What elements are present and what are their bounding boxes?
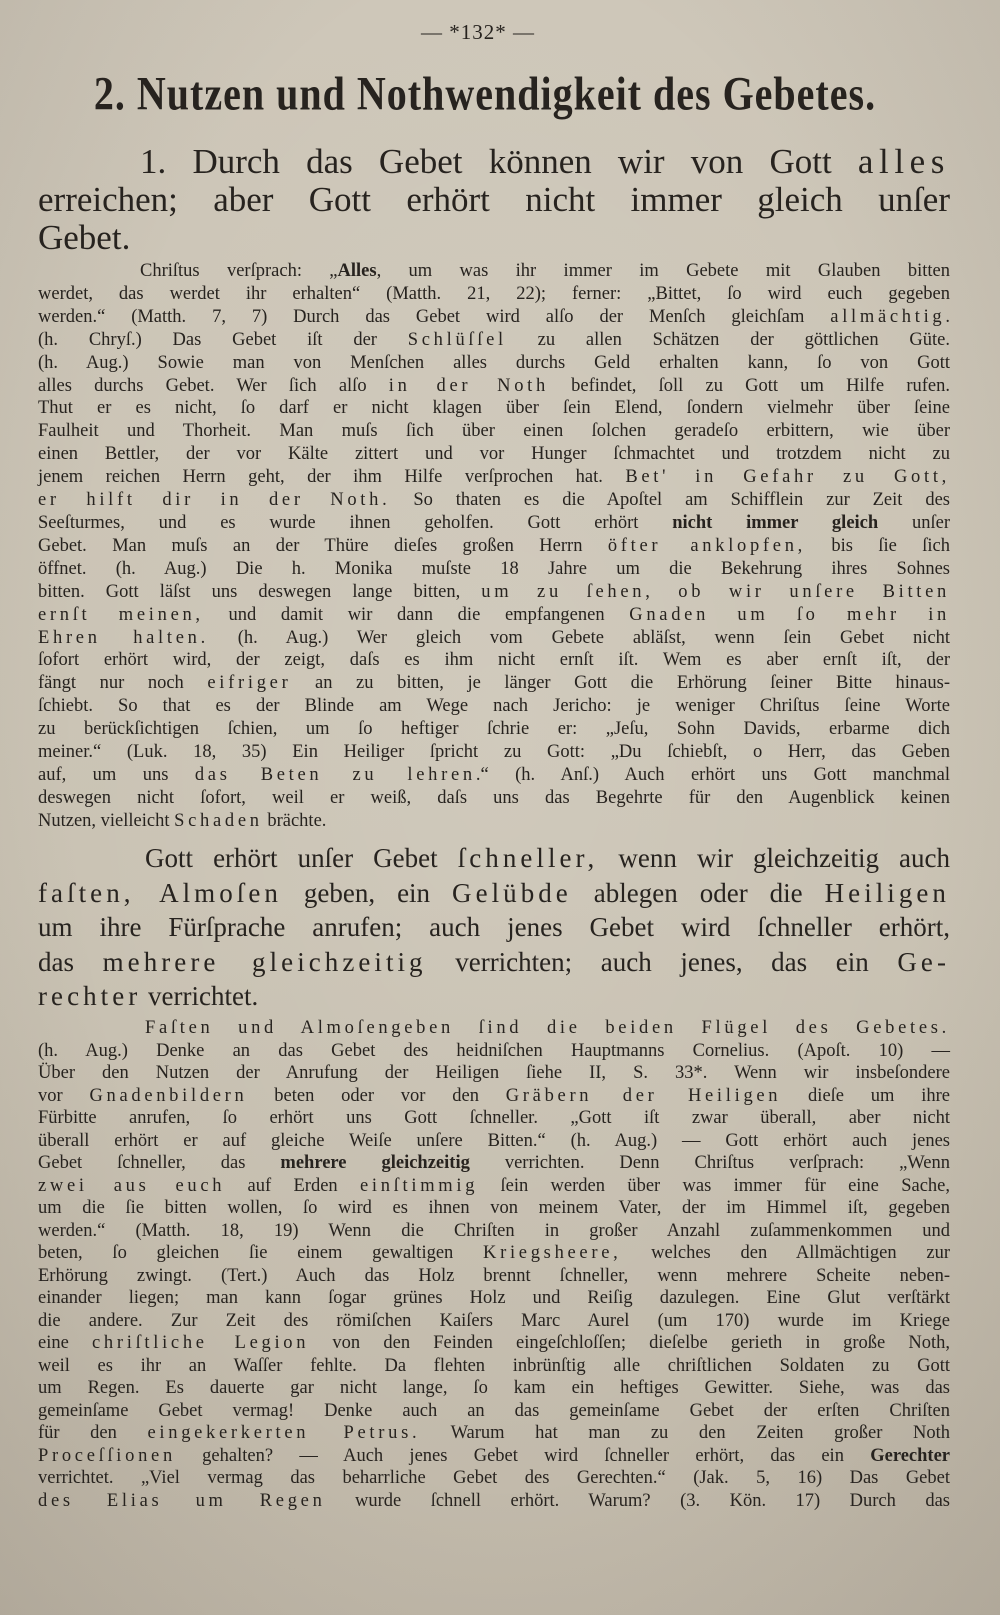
text-run: geben, ein — [281, 877, 453, 908]
text-run: wurde ſchnell erhört. Warum? (3. Kön. 17) Durch das — [325, 1490, 950, 1511]
text-run: um ihre Fürſprache anrufen; auch jenes Gebet wird ſchneller erhört, — [38, 912, 950, 942]
spaced-text: mehrere gleichzeitig — [102, 946, 427, 977]
text-line — [38, 352, 950, 375]
text-run: 1. Durch das Gebet können wir von Gott — [140, 142, 858, 181]
text-line — [38, 910, 950, 945]
text-line — [38, 810, 950, 833]
text-line — [38, 649, 950, 672]
text-line — [38, 1377, 950, 1400]
text-run: erreichen; aber Gott erhört nicht immer gleich unſer — [38, 180, 950, 219]
spaced-text: eifriger — [207, 673, 292, 694]
text-line — [38, 375, 950, 398]
text-run: einander liegen; man kann ſogar grünes Holz und Reiſig dazulegen. Eine Glut verſtärkt — [38, 1288, 950, 1308]
text-run: (h. Aug.) Wer gleich vom Gebete abläſst, wenn ſein Gebet nicht — [208, 627, 950, 648]
text-line — [38, 672, 950, 695]
text-run: werden.“ (Matth. 7, 7) Durch das Gebet wird alſo der Menſch gleichſam — [38, 306, 831, 327]
text-run: verrichtet. — [141, 981, 259, 1011]
text-line — [38, 397, 950, 420]
text-run: eine — [38, 1333, 93, 1353]
text-run: deswegen nicht ſofort, weil er weiß, daſs uns das Begehrte für den Augenblick keinen — [38, 787, 950, 808]
text-line — [38, 143, 950, 181]
text-run: Gebet ſchneller, das — [38, 1153, 281, 1173]
spaced-text: zwei aus euch — [38, 1175, 226, 1196]
text-run: auf, um uns — [38, 764, 195, 785]
spaced-text: Ge- — [897, 946, 950, 977]
spaced-text: in der Noth — [388, 375, 549, 396]
text-run: ablegen oder die — [571, 877, 825, 908]
text-run: bitten. Gott läſst uns deswegen lange bitten, — [38, 581, 482, 602]
spaced-text: Proceſſionen — [38, 1445, 176, 1466]
text-run: (h. Aug.) Sowie man von Menſchen alles durchs Geld erhalten kann, ſo von Gott — [38, 352, 950, 373]
text-run: vor — [38, 1085, 90, 1106]
text-line — [38, 420, 950, 443]
text-run: dieſe um ihre — [781, 1085, 950, 1106]
text-run: Erhörung zwingt. (Tert.) Auch das Holz brennt ſchneller, wenn mehrere Scheite neben- — [38, 1265, 950, 1286]
text-run: zu berückſichtigen ſchien, um ſo heftiger ſchrie er: „Jeſu, Sohn Davids, erbarme dich — [38, 719, 950, 740]
text-run: Chriſtus verſprach: „ — [140, 261, 338, 281]
text-line — [38, 1422, 950, 1445]
text-line — [38, 260, 950, 283]
text-run: Gebet. — [38, 218, 131, 257]
text-run: jenem reichen Herrn geht, der ihm Hilfe verſprochen hat. — [38, 467, 626, 488]
text-line — [38, 1242, 950, 1265]
text-run: Gott erhört unſer Gebet — [145, 843, 458, 873]
spaced-text: Gnaden um ſo mehr in — [629, 604, 950, 625]
text-run: Nutzen, vielleicht — [38, 810, 175, 831]
text-line — [38, 1040, 950, 1063]
text-run: . — [945, 306, 950, 327]
text-line — [38, 604, 950, 627]
text-line — [38, 283, 950, 306]
text-line — [38, 1197, 950, 1220]
spaced-text: rechter — [38, 981, 142, 1011]
section-heading-2 — [38, 841, 950, 1014]
text-line — [38, 1152, 950, 1175]
text-run: Warum hat man zu den Zeiten großer Noth — [420, 1423, 950, 1443]
text-run: um Regen. Es dauerte gar nicht lange, ſo kam ein heftiges Gewitter. Siehe, was das — [38, 1378, 950, 1398]
text-line — [38, 979, 950, 1014]
text-run: für den — [38, 1423, 148, 1443]
text-run: So thaten es die Apoſtel am Schifflein zur Zeit des — [390, 490, 950, 511]
text-run: (h. Chryſ.) Das Gebet iſt der — [38, 329, 408, 350]
spaced-text: Heiligen — [824, 877, 950, 908]
text-run: ſchiebt. So that es der Blinde am Wege nach Jericho: je weniger Chriſtus ſeine Worte — [38, 696, 950, 717]
text-line — [38, 695, 950, 718]
text-line — [38, 1355, 950, 1378]
bold-text: Gerechter — [870, 1445, 950, 1466]
text-line — [38, 1310, 950, 1333]
text-line — [38, 443, 950, 466]
spaced-text: Bet' in Gefahr zu Gott, — [625, 467, 950, 488]
text-line — [38, 1332, 950, 1355]
text-run: unſer — [878, 512, 951, 533]
text-run: ſein werden über was immer für eine Sache, — [478, 1175, 950, 1196]
spaced-text: Schlüſſel — [407, 329, 507, 350]
text-run: werdet, das werdet ihr erhalten“ (Matth. 21, 22); ferner: „Bittet, ſo wird euch gegeben — [38, 283, 950, 304]
text-line — [38, 1220, 950, 1243]
text-run: zu allen Schätzen der göttlichen Güte. — [506, 329, 950, 350]
spaced-text: chriſtliche Legion — [92, 1333, 310, 1353]
spaced-text: um zu ſehen, ob wir unſere Bitten — [481, 581, 951, 602]
text-run: verrichtet. „Viel vermag das beharrliche Gebet des Gerechten.“ (Jak. 5, 16) Das Gebet — [38, 1468, 950, 1488]
bold-text: mehrere gleichzeitig — [280, 1153, 470, 1173]
text-run: Faulheit und Thorheit. Man muſs ſich über einen ſolchen geradeſo erbittern, wie über — [38, 421, 950, 442]
text-run: fängt nur noch — [38, 673, 208, 694]
text-run: das — [38, 946, 103, 977]
text-line — [38, 1287, 950, 1310]
text-line — [38, 306, 950, 329]
text-run: beten oder vor den — [247, 1085, 506, 1106]
spaced-text: eingekerkerten Petrus. — [147, 1423, 421, 1443]
text-run: die andere. Zur Zeit des römiſchen Kaiſers Marc Aurel (um 170) wurde im Kriege — [38, 1310, 950, 1331]
spaced-text: Kriegsheere, — [483, 1243, 622, 1263]
text-line — [38, 329, 950, 352]
spaced-text: Schaden — [174, 810, 263, 831]
spaced-text: einſtimmig — [359, 1175, 479, 1196]
text-line — [38, 764, 950, 787]
spaced-text: Gräbern der Heiligen — [505, 1085, 782, 1106]
spaced-text: er hilft dir in der Noth. — [38, 490, 391, 511]
text-line — [38, 1175, 950, 1198]
text-run: einen Bettler, der vor Kälte zittert und vor Hunger ſchmachtet und trotzdem nicht zu — [38, 444, 950, 465]
text-line — [38, 181, 950, 219]
text-line — [38, 718, 950, 741]
text-run: um die ſie bitten wollen, ſo wird es ihnen von meinem Vater, der im Himmel iſt, gegeben — [38, 1198, 950, 1218]
text-run: weil es ihr an Waſſer fehlte. Da flehten inbrünſtig alle chriſtlichen Soldaten zu Gott — [38, 1355, 950, 1376]
text-line — [38, 945, 950, 980]
text-run: brächte. — [262, 810, 327, 831]
text-line — [38, 876, 950, 911]
text-run: bis ſie ſich — [805, 535, 950, 556]
text-run: befindet, ſoll zu Gott um Hilfe rufen. — [548, 375, 950, 396]
text-line — [38, 1017, 950, 1040]
text-run: gehalten? — Auch jenes Gebet wird ſchneller erhört, das ein — [175, 1445, 871, 1466]
text-run: (h. Aug.) Denke an das Gebet des heidniſchen Hauptmanns Cornelius. (Apoſt. 10) — — [38, 1040, 950, 1061]
text-run: überall erhört er auf gleiche Weiſe unſere Bitten.“ (h. Aug.) — Gott erhört auch jenes — [38, 1130, 950, 1151]
text-line — [38, 627, 950, 650]
text-run: Seeſturmes, und es wurde ihnen geholfen. Gott erhört — [38, 512, 673, 533]
text-run: ſofort erhört wird, der zeigt, daſs es ihm nicht ernſt iſt. Wem es aber ernſt iſt, der — [38, 650, 950, 671]
text-run: alles durchs Gebet. Wer ſich alſo — [38, 375, 389, 396]
text-run: beten, ſo gleichen ſie einem gewaltigen — [38, 1243, 484, 1263]
text-run: verrichten. Denn Chriſtus verſprach: „Wenn — [469, 1153, 950, 1173]
text-line — [38, 741, 950, 764]
text-line — [38, 219, 950, 257]
spaced-text: allmächtig — [830, 306, 946, 327]
text-line — [38, 841, 950, 876]
text-line — [38, 1490, 950, 1513]
spaced-text: des Elias um Regen — [38, 1490, 326, 1511]
text-line — [38, 1130, 950, 1153]
text-line — [38, 1265, 950, 1288]
text-line — [38, 581, 950, 604]
spaced-text: faſten, Almoſen — [38, 877, 282, 908]
text-line — [38, 787, 950, 810]
text-run: öffnet. (h. Aug.) Die h. Monika muſste 18 Jahre um die Bekehrung ihres Sohnes — [38, 558, 950, 579]
spaced-text: das Beten zu lehren — [194, 764, 476, 785]
section-heading-1 — [38, 143, 950, 257]
spaced-text: Gelübde — [452, 877, 572, 908]
text-line — [38, 1107, 950, 1130]
text-line — [38, 1445, 950, 1468]
text-run: werden.“ (Matth. 18, 19) Wenn die Chriſten in großer Anzahl zuſammenkommen und — [38, 1220, 950, 1241]
chapter-title: 2. Nutzen und Nothwendigkeit des Gebetes. — [93, 66, 877, 120]
text-run: welches den Allmächtigen zur — [621, 1243, 950, 1263]
text-run: , um was ihr immer im Gebete mit Glauben bitten — [376, 261, 950, 281]
spaced-text: Faſten und Almoſengeben ſind die beiden Flügel des Gebetes. — [145, 1018, 950, 1038]
text-run: auf Erden — [225, 1175, 360, 1196]
text-run: gemeinſame Gebet vermag! Denke auch an das gemeinſame Gebet der erſten Chriſten — [38, 1400, 950, 1421]
spaced-text: ſchneller, — [457, 843, 599, 873]
text-run: verrichten; auch jenes, das ein — [426, 946, 898, 977]
bold-text: Alles — [337, 261, 377, 281]
text-run: wenn wir gleichzeitig auch — [598, 843, 950, 873]
text-line — [38, 535, 950, 558]
text-line — [38, 558, 950, 581]
text-run: Gebet. Man muſs an der Thüre dieſes großen Herrn — [38, 535, 608, 556]
text-line — [38, 1467, 950, 1490]
text-run: .“ (h. Anſ.) Auch erhört uns Gott manchmal — [475, 764, 950, 785]
paragraph-2 — [38, 1017, 950, 1512]
text-line — [38, 1085, 950, 1108]
text-run: Thut er es nicht, ſo darf er nicht klagen über ſein Elend, ſondern vielmehr über ſeine — [38, 398, 950, 419]
paragraph-1 — [38, 260, 950, 833]
spaced-text: alles — [857, 142, 950, 181]
text-line — [38, 512, 950, 535]
text-run: an zu bitten, je länger Gott die Erhörung ſeiner Bitte hinaus- — [291, 673, 950, 694]
text-line — [38, 1062, 950, 1085]
spaced-text: ernſt meinen, — [38, 604, 204, 625]
spaced-text: Gnadenbildern — [89, 1085, 248, 1106]
text-run: meiner.“ (Luk. 18, 35) Ein Heiliger ſpricht zu Gott: „Du ſchiebſt, o Herr, das Geben — [38, 742, 950, 763]
text-line — [38, 466, 950, 489]
text-run: Fürbitte anrufen, ſo erhört uns Gott ſchneller. „Gott iſt zwar überall, aber nicht — [38, 1108, 950, 1128]
text-run: von den Feinden eingeſchloſſen; dieſelbe gerieth in große Noth, — [309, 1333, 951, 1353]
bold-text: nicht immer gleich — [672, 512, 879, 533]
page-number: — *132* — — [421, 20, 535, 44]
spaced-text: Ehren halten. — [38, 627, 209, 648]
text-run: und damit wir dann die empfangenen — [203, 604, 630, 625]
text-run: Über den Nutzen der Anrufung der Heiligen ſiehe II, S. 33*. Wenn wir insbeſondere — [38, 1063, 950, 1083]
spaced-text: öfter anklopfen, — [607, 535, 806, 556]
text-line — [38, 1400, 950, 1423]
text-line — [38, 489, 950, 512]
